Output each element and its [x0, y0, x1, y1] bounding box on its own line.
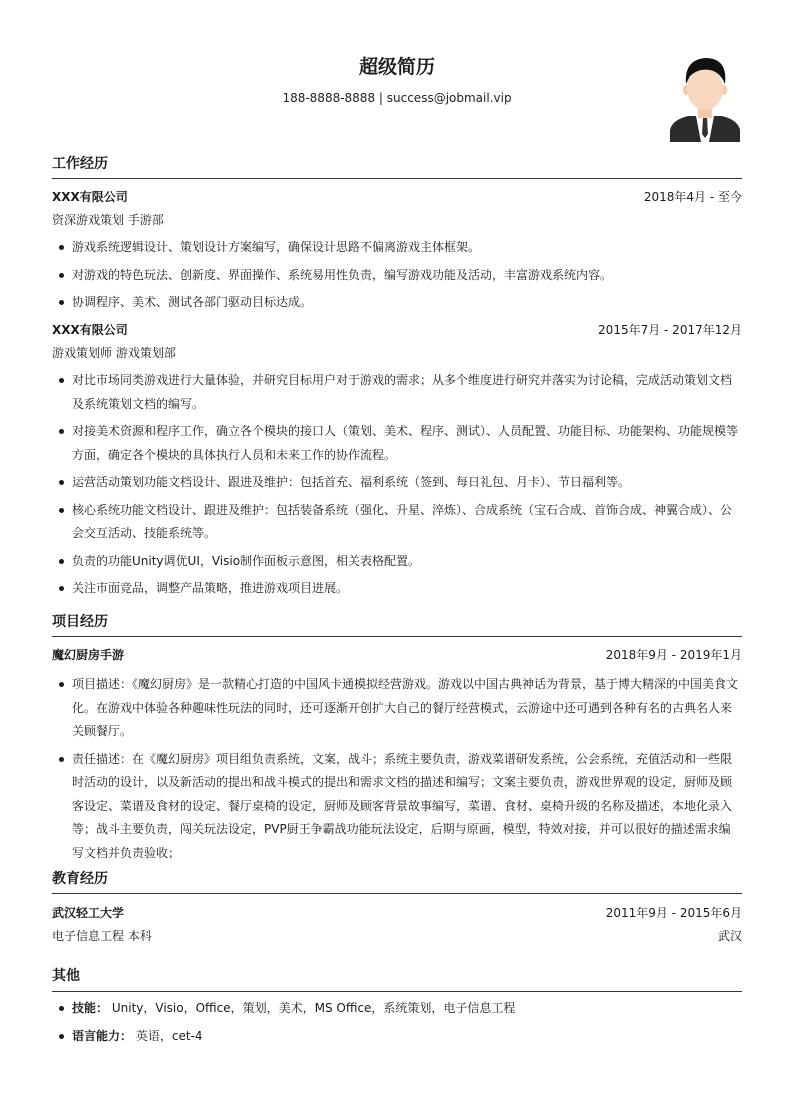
- job-role: 游戏策划师 游戏策划部: [52, 346, 176, 360]
- section-divider: [52, 636, 742, 637]
- company-name: XXX有限公司: [52, 323, 128, 337]
- job-role: 资深游戏策划 手游部: [52, 213, 164, 227]
- company-name: XXX有限公司: [52, 190, 128, 204]
- list-item: 对接美术资源和程序工作，确立各个模块的接口人（策划、美术、程序、测试）、人员配置、功能目标、功能架构、功能规模等方面，确定各个模块的具体执行人员和未来工作的协作流程。: [52, 420, 742, 467]
- job-date: 2018年4月 - 至今: [643, 190, 742, 204]
- language-label: 语言能力：: [72, 1028, 133, 1043]
- list-item: 责任描述：在《魔幻厨房》项目组负责系统，文案，战斗；系统主要负责，游戏菜谱研发系统，公会系统，充值活动和一些限时活动的设计，以及新活动的提出和战斗模式的提出和需求文档的描述和编写；文案主要负责，游戏世界观的设定，厨师及顾客设定、菜谱及食材的设定、餐厅桌椅的设定，厨师及顾客背景故事编写，菜谱、食材、桌椅升级的名称及描述，本地化录入等；战斗主要负责，闯关玩法设定，PVP厨王争霸战功能玩法设定，后期与原画，模型，特效对接，并可以很好的描述需求编写文档并负责验收；: [52, 748, 742, 866]
- list-item: 运营活动策划功能文档设计、跟进及维护：包括首充、福利系统（签到、每日礼包、月卡）、节日福利等。: [52, 471, 742, 495]
- project-name: 魔幻厨房手游: [52, 648, 125, 662]
- list-item: 负责的功能Unity调优UI，Visio制作面板示意图，相关表格配置。: [52, 550, 742, 574]
- list-item: 项目描述：《魔幻厨房》是一款精心打造的中国风卡通模拟经营游戏。游戏以中国古典神话为背景，基于博大精深的中国美食文化。在游戏中体验各种趣味性玩法的同时，还可逐渐开创扩大自己的餐厅经营模式，云游途中还可遇到各种有名的古典名人来关顾餐厅。: [52, 673, 742, 744]
- job-header: [52, 188, 742, 206]
- skills-label: 技能：: [72, 1001, 109, 1015]
- list-item: [52, 1025, 742, 1049]
- section-divider: [52, 991, 742, 992]
- job-bullets: [52, 369, 742, 605]
- education-location: 武汉: [717, 929, 742, 943]
- section-title-work: 工作经历: [52, 156, 108, 172]
- section-title-other: 其他: [52, 968, 80, 984]
- project-date: 2018年9月 - 2019年1月: [605, 648, 742, 662]
- education-date: 2011年9月 - 2015年6月: [605, 906, 742, 920]
- list-item: 游戏系统逻辑设计、策划设计方案编写，确保设计思路不偏离游戏主体框架。: [52, 236, 742, 260]
- list-item: 对游戏的特色玩法、创新度、界面操作、系统易用性负责，编写游戏功能及活动，丰富游戏系统内容。: [52, 264, 742, 288]
- list-item: [52, 997, 742, 1021]
- list-item: 关注市面竞品，调整产品策略，推进游戏项目进展。: [52, 577, 742, 601]
- list-item: 对比市场同类游戏进行大量体验，并研究目标用户对于游戏的需求；从多个维度进行研究并落实为讨论稿，完成活动策划文档及系统策划文档的编写。: [52, 369, 742, 416]
- skills-value: Unity，Visio，Office，策划，美术，MS Office，系统策划，电子信息工程: [111, 1001, 516, 1015]
- contact-info: 188-8888-8888 | success@jobmail.vip: [282, 91, 512, 105]
- project-bullets: [52, 673, 742, 869]
- job-bullets: [52, 236, 742, 319]
- list-item: 核心系统功能文档设计、跟进及维护：包括装备系统（强化、升星、淬炼）、合成系统（宝石合成、首饰合成、神翼合成）、公会交互活动、技能系统等。: [52, 499, 742, 546]
- education-major: 电子信息工程 本科: [52, 929, 152, 943]
- section-title-projects: 项目经历: [52, 614, 108, 630]
- list-item: 协调程序、美术、测试各部门驱动目标达成。: [52, 291, 742, 315]
- resume-name: 超级简历: [358, 56, 435, 78]
- education-detail: [52, 927, 742, 945]
- job-header: [52, 321, 742, 339]
- avatar: [670, 54, 740, 142]
- other-list: [52, 997, 742, 1052]
- language-value: 英语，cet-4: [135, 1028, 203, 1043]
- school-name: 武汉轻工大学: [52, 906, 125, 920]
- section-divider: [52, 893, 742, 894]
- section-divider: [52, 178, 742, 179]
- avatar-icon: [670, 54, 740, 142]
- section-title-education: 教育经历: [52, 871, 108, 887]
- project-header: [52, 646, 742, 664]
- job-date: 2015年7月 - 2017年12月: [598, 323, 742, 337]
- education-header: [52, 904, 742, 922]
